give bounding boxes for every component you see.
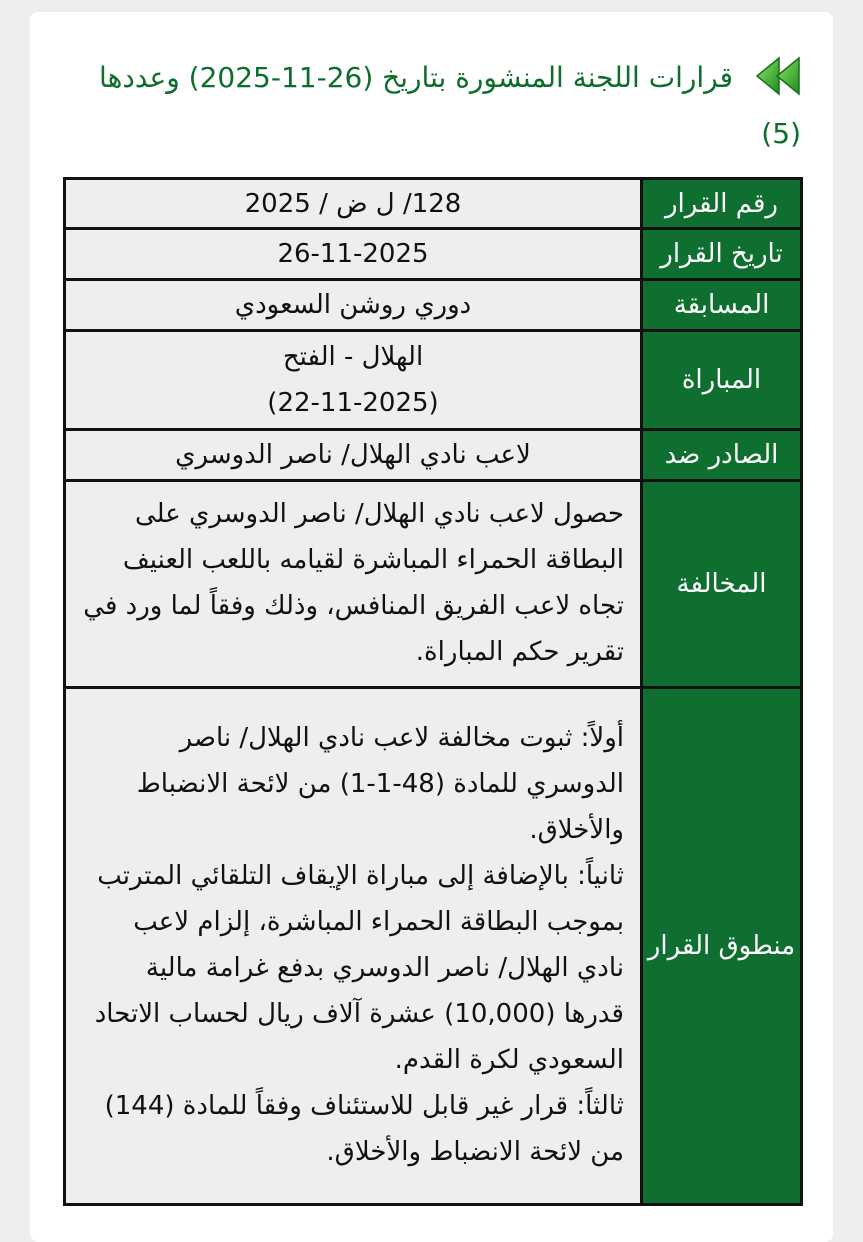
decisions-header: [61, 50, 801, 162]
row-label-violation: المخالفة: [642, 481, 802, 688]
row-label-decision-date: تاريخ القرار: [642, 229, 802, 280]
decision-table: [63, 177, 803, 1206]
row-label-competition: المسابقة: [642, 280, 802, 331]
ruling-value: [65, 688, 642, 1205]
table-row: [65, 280, 802, 331]
header-title: قرارات اللجنة المنشورة بتاريخ (26-11-2025) وعددها (5): [99, 61, 801, 150]
ruling-first: أولاً: ثبوت مخالفة لاعب نادي الهلال/ ناصر الدوسري للمادة (48-1-1) من لائحة الانضباط والأخلاق.: [136, 723, 624, 845]
competition-value: دوري روشن السعودي: [65, 280, 642, 331]
decision-date-value: 26-11-2025: [65, 229, 642, 280]
row-label-match: المباراة: [642, 331, 802, 430]
issued-against-value: لاعب نادي الهلال/ ناصر الدوسري: [65, 430, 642, 481]
table-row: [65, 331, 802, 430]
row-label-ruling: منطوق القرار: [642, 688, 802, 1205]
table-row: [65, 179, 802, 229]
ruling-third: ثالثاً: قرار غير قابل للاستئناف وفقاً للمادة (144) من لائحة الانضباط والأخلاق.: [104, 1091, 624, 1167]
match-date: (22-11-2025): [267, 388, 439, 418]
table-row: [65, 688, 802, 1205]
violation-value: حصول لاعب نادي الهلال/ ناصر الدوسري على البطاقة الحمراء المباشرة لقيامه باللعب العنيف تجاه لاعب الفريق المنافس، وذلك وفقاً لما ورد في تقرير حكم المباراة.: [65, 481, 642, 688]
decision-number-value: 128/ ل ض / 2025: [65, 179, 642, 229]
decision-card: [30, 12, 833, 1242]
match-teams: الهلال - الفتح: [282, 342, 424, 372]
table-row: [65, 229, 802, 280]
table-row: [65, 430, 802, 481]
row-label-decision-number: رقم القرار: [642, 179, 802, 229]
ruling-second: ثانياً: بالإضافة إلى مباراة الإيقاف التلقائي المترتب بموجب البطاقة الحمراء المباشرة، إلزام لاعب نادي الهلال/ ناصر الدوسري بدفع غرامة مالية قدرها (10,000) عشرة آلاف ريال لحساب الاتحاد السعودي لكرة القدم.: [94, 861, 624, 1075]
match-value: [65, 331, 642, 430]
green-double-arrow-icon: [755, 56, 801, 96]
row-label-issued-against: الصادر ضد: [642, 430, 802, 481]
table-row: [65, 481, 802, 688]
